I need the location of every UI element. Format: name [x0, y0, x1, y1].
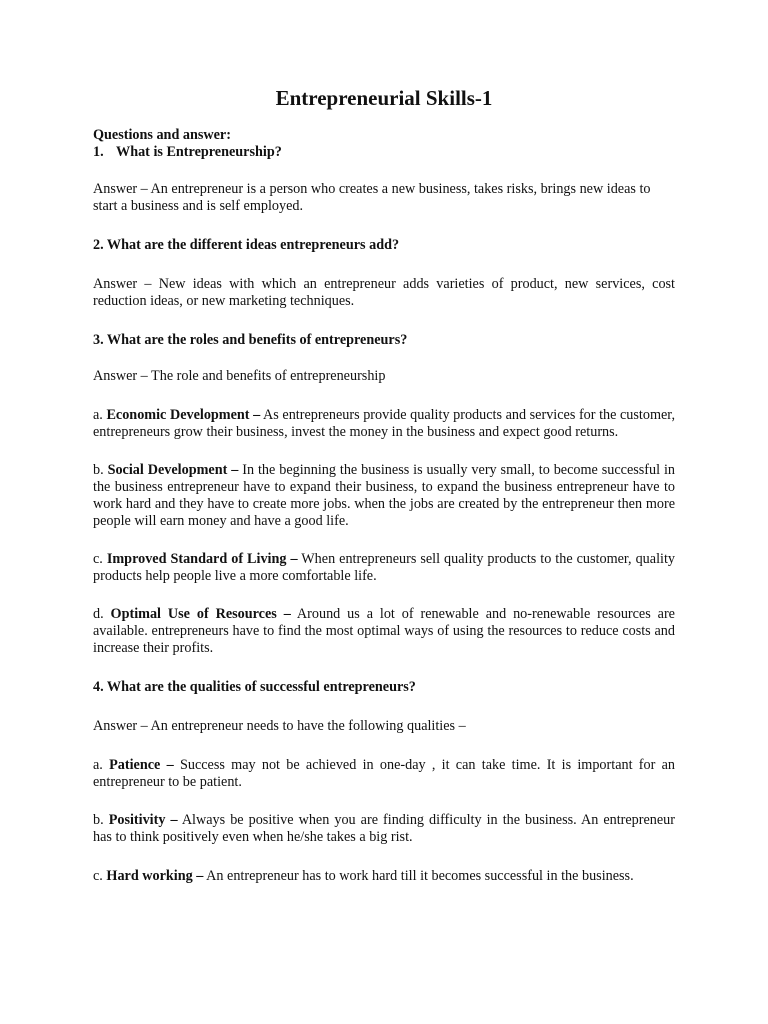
- item-text: Success may not be achieved in one-day , it can take time. It is important for an entrepreneur to be patient.: [93, 757, 675, 790]
- question-3: 3. What are the roles and benefits of entrepreneurs?: [93, 332, 408, 348]
- role-item: [93, 606, 675, 657]
- question-2: 2. What are the different ideas entrepreneurs add?: [93, 237, 400, 253]
- item-prefix: b.: [93, 812, 109, 828]
- document-body: [93, 127, 675, 885]
- item-text: In the beginning the business is usually very small, to become successful in the business entrepreneur have to expand their business, to expand the business entrepreneur have to work hard and they have to create more jobs. when the jobs are created by the entrepreneur then more people will earn money and have a good life.: [93, 462, 675, 529]
- item-text: When entrepreneurs sell quality products to the customer, quality products help people live a more comfortable life.: [93, 551, 675, 584]
- item-text: An entrepreneur has to work hard till it becomes successful in the business.: [203, 868, 634, 884]
- role-item: [93, 551, 675, 585]
- question-1: [93, 144, 675, 161]
- answer-1: Answer – An entrepreneur is a person who creates a new business, takes risks, brings new ideas to start a business and is self employed.: [93, 181, 651, 214]
- item-prefix: b.: [93, 462, 108, 478]
- item-term: Social Development –: [107, 462, 239, 478]
- question-text: What is Entrepreneurship?: [116, 144, 282, 160]
- answer-4: Answer – An entrepreneur needs to have the following qualities –: [93, 718, 466, 734]
- item-term: Economic Development –: [106, 407, 261, 423]
- item-text: As entrepreneurs provide quality products and services for the customer, entrepreneurs grow their business, invest the money in the business and expect good returns.: [93, 407, 675, 440]
- item-term: Patience –: [109, 757, 174, 773]
- question-number: 1.: [93, 144, 104, 160]
- page-title: Entrepreneurial Skills-1: [275, 86, 493, 110]
- item-term: Optimal Use of Resources –: [110, 606, 291, 622]
- item-term: Hard working –: [106, 868, 204, 884]
- item-term: Improved Standard of Living –: [106, 551, 298, 567]
- question-4: 4. What are the qualities of successful entrepreneurs?: [93, 679, 416, 695]
- item-prefix: c.: [93, 551, 107, 567]
- role-item: [93, 407, 675, 441]
- answer-2: Answer – New ideas with which an entrepreneur adds varieties of product, new services, cost reduction ideas, or new marketing techniques.: [93, 276, 675, 309]
- item-prefix: c.: [93, 868, 107, 884]
- quality-item: [93, 868, 675, 885]
- quality-item: [93, 812, 675, 846]
- quality-item: [93, 757, 675, 791]
- item-prefix: a.: [93, 407, 107, 423]
- answer-3: Answer – The role and benefits of entrepreneurship: [93, 368, 386, 384]
- item-text: Around us a lot of renewable and no-renewable resources are available. entrepreneurs have to find the most optimal ways of using the resources to reduce costs and increase their profits.: [93, 606, 675, 656]
- item-prefix: a.: [93, 757, 110, 773]
- item-prefix: d.: [93, 606, 111, 622]
- section-heading: Questions and answer:: [93, 127, 231, 143]
- role-item: [93, 462, 675, 530]
- item-text: Always be positive when you are finding difficulty in the business. An entrepreneur has to think positively even when he/she takes a big rist.: [93, 812, 675, 845]
- item-term: Positivity –: [108, 812, 178, 828]
